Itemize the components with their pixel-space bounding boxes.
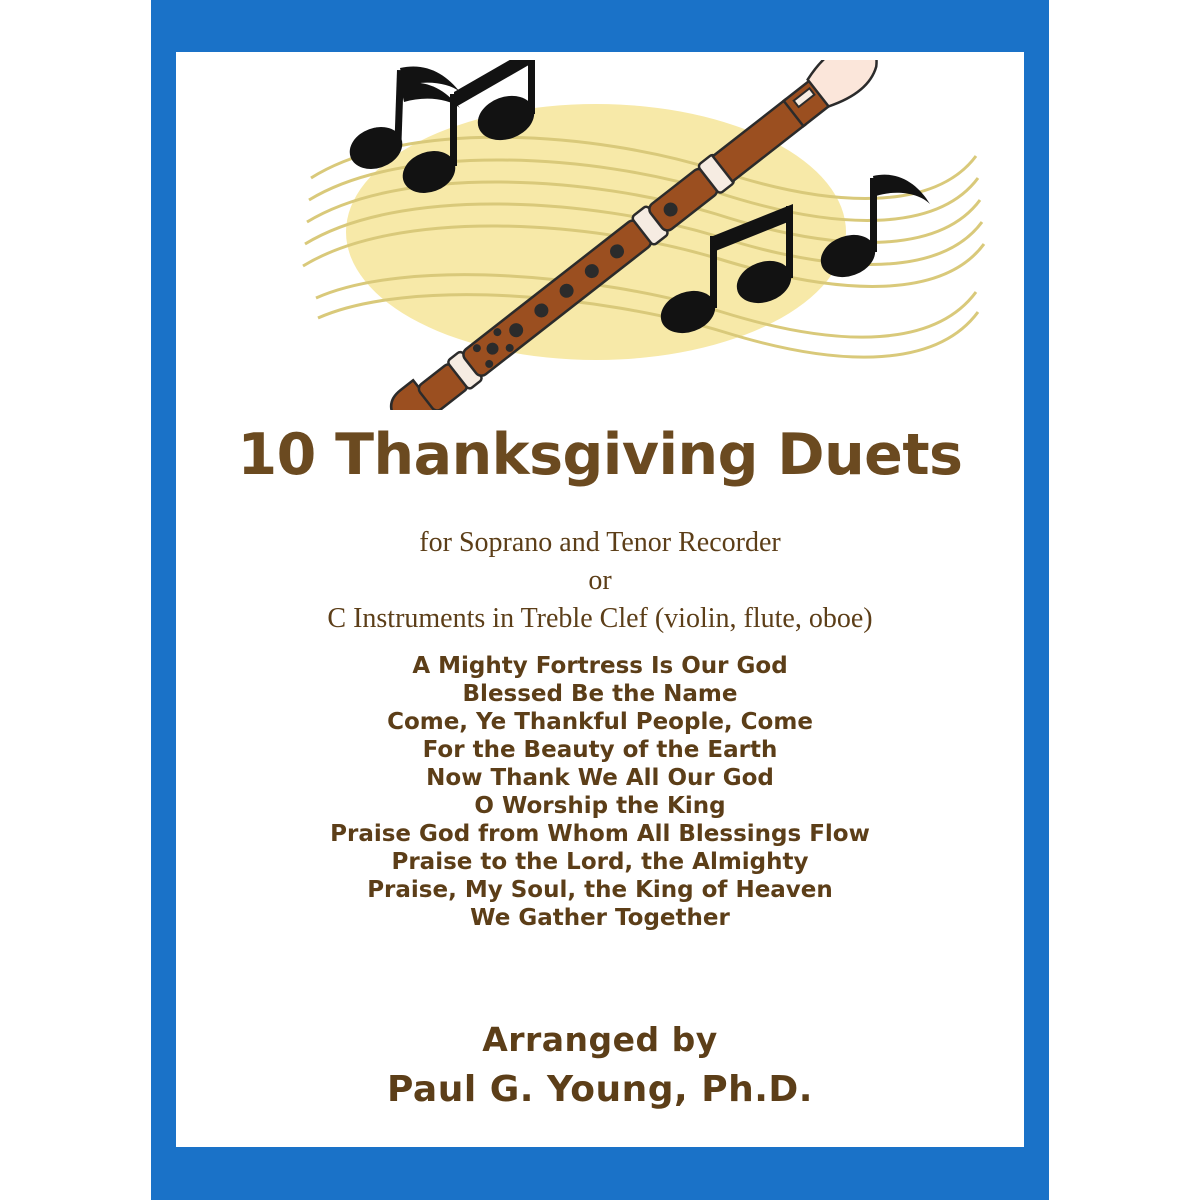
list-item: Praise God from Whom All Blessings Flow [330, 821, 870, 847]
list-item: Come, Ye Thankful People, Come [387, 709, 813, 735]
subtitle [176, 524, 1024, 638]
list-item: We Gather Together [470, 905, 730, 931]
list-item: Praise to the Lord, the Almighty [391, 849, 809, 875]
subtitle-line-2: or [588, 565, 612, 596]
arranger-credit [176, 1016, 1024, 1116]
list-item: Now Thank We All Our God [426, 765, 774, 791]
subtitle-line-3: C Instruments in Treble Clef (violin, flute, oboe) [327, 603, 873, 634]
recorder-and-music-notes-illustration [176, 60, 1024, 410]
list-item: Blessed Be the Name [462, 681, 738, 707]
page-title: 10 Thanksgiving Duets [237, 422, 963, 488]
list-item: O Worship the King [474, 793, 726, 819]
song-list [176, 652, 1024, 932]
list-item: Praise, My Soul, the King of Heaven [367, 877, 833, 903]
list-item: A Mighty Fortress Is Our God [412, 653, 788, 679]
arranger-name: Paul G. Young, Ph.D. [387, 1069, 813, 1110]
subtitle-line-1: for Soprano and Tenor Recorder [419, 527, 781, 558]
arranged-by-label: Arranged by [482, 1020, 718, 1059]
list-item: For the Beauty of the Earth [422, 737, 778, 763]
